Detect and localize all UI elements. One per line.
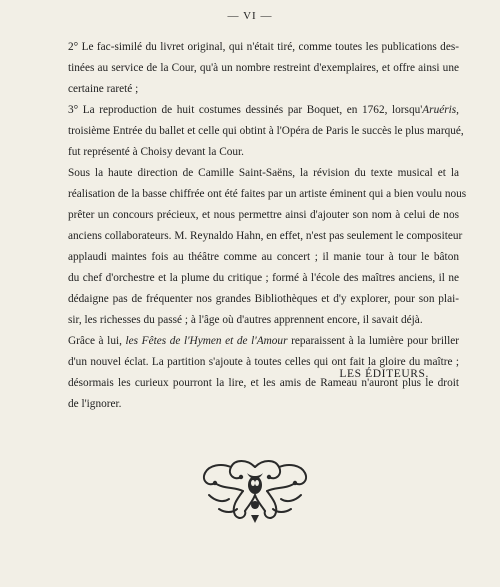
work-title: les Fêtes de l'Hymen et de l'Amour — [125, 335, 288, 347]
text-line: réalisation de la basse chiffrée ont été faites par un artiste éminent qui a bien voulu nous — [68, 188, 467, 200]
paragraph-facsimile — [56, 37, 459, 100]
work-title: Aruéris, — [422, 104, 459, 116]
page-number: — VI — — [227, 10, 273, 22]
fleuron-ornament-icon — [195, 455, 315, 525]
text-line: d'un nouvel éclat. La partition s'ajoute à toutes celles qui ont fait la gloire du maître ; — [68, 356, 459, 368]
text-line: désormais les curieux pourront la lire, et les amis de Rameau n'auront plus le droit — [68, 377, 459, 389]
text-segment: reparaissent à la lumière pour briller — [287, 335, 460, 347]
text-line: 2° Le fac-similé du livret original, qui n'était tiré, comme toutes les publications des- — [68, 41, 459, 53]
text-line: fut représenté à Choisy devant la Cour. — [68, 146, 244, 158]
text-line: anciens collaborateurs. M. Reynaldo Hahn, en effet, n'est pas seulement le compositeur — [68, 230, 463, 242]
text-line: dédaigne pas de fréquenter nos grandes Bibliothèques et d'y explorer, pour son plai- — [68, 293, 459, 305]
text-line: troisième Entrée du ballet et celle qui obtint à l'Opéra de Paris le succès le plus marqué, — [68, 125, 464, 137]
text-line: Sous la haute direction de Camille Saint-Saëns, la révision du texte musical et la — [68, 167, 459, 179]
text-line — [56, 100, 459, 121]
text-line: du chef d'orchestre et la plume du critique ; formé à l'école des maîtres anciens, il ne — [68, 272, 459, 284]
paragraph-costumes — [56, 100, 464, 163]
text-segment: 3° La reproduction de huit costumes dessinés par Boquet, en 1762, lorsqu' — [68, 104, 423, 116]
body-text — [56, 37, 467, 415]
signature-editors: LES ÉDITEURS. — [339, 368, 429, 380]
text-line: tinées au service de la Cour, qu'à un nombre restreint d'exemplaires, et offre ainsi une — [68, 62, 459, 74]
text-line: applaudi maintes fois au théâtre comme au concert ; il manie tour à tour le bâton — [68, 251, 459, 263]
text-segment: Grâce à lui, — [68, 335, 126, 347]
text-line: prêter un concours précieux, et nous permettre ainsi d'ajouter son nom à celui de nos — [68, 209, 459, 221]
paragraph-direction — [56, 163, 467, 331]
text-line: sir, les richesses du passé ; à l'âge où d'autres apprennent encore, il savait déjà. — [68, 314, 423, 326]
text-line — [56, 331, 459, 352]
text-line: de l'ignorer. — [68, 398, 122, 410]
text-line: certaine rareté ; — [68, 83, 139, 95]
